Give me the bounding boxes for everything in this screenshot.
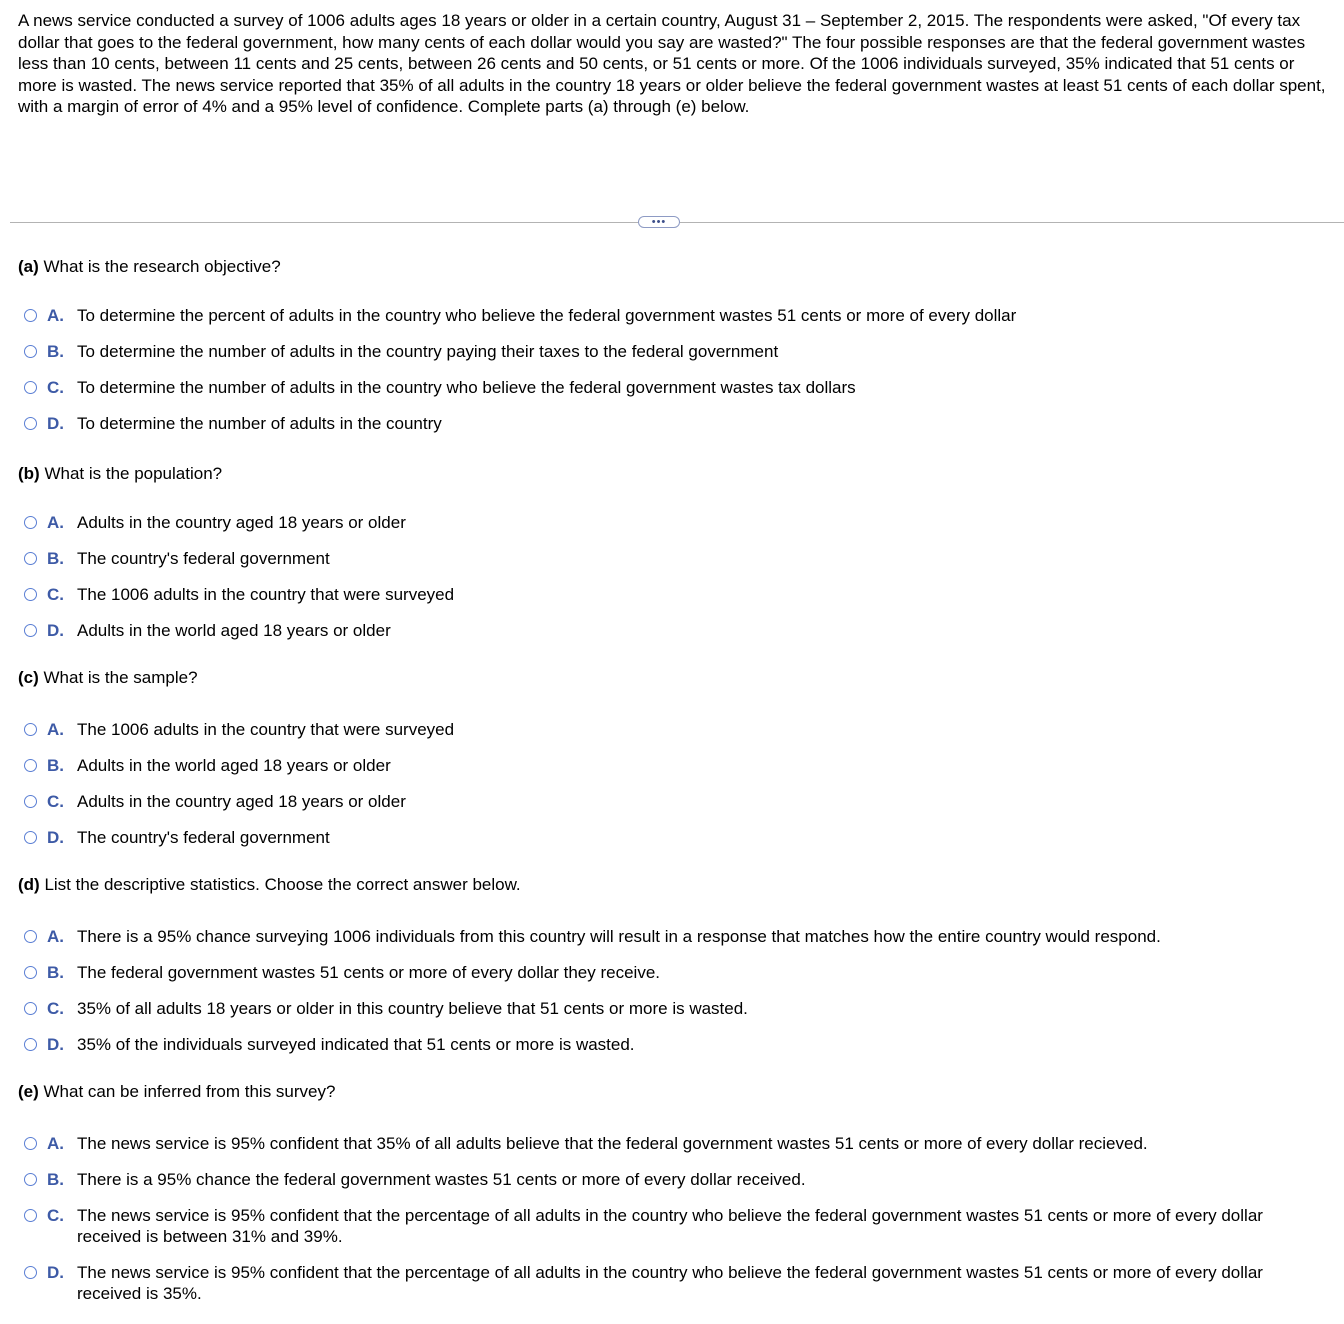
option-text: Adults in the country aged 18 years or older	[77, 792, 406, 811]
option-text: Adults in the world aged 18 years or older	[77, 756, 391, 775]
option-letter: D.	[47, 828, 64, 847]
option-a-B[interactable]	[24, 341, 1324, 362]
radio-button-icon[interactable]	[24, 1209, 37, 1222]
option-b-A[interactable]	[24, 512, 1324, 533]
option-text: The news service is 95% confident that the percentage of all adults in the country who believe the federal government wastes 51 cents or more of every dollar received is 35%.	[77, 1263, 1263, 1303]
option-c-D[interactable]	[24, 827, 1324, 848]
option-text: The country's federal government	[77, 549, 330, 568]
question-e-title	[18, 1081, 335, 1102]
question-text: What is the population?	[39, 464, 223, 483]
option-letter: C.	[47, 999, 64, 1018]
option-text: To determine the number of adults in the country who believe the federal government wastes tax dollars	[77, 378, 856, 397]
option-text: The country's federal government	[77, 828, 330, 847]
option-text: Adults in the world aged 18 years or older	[77, 621, 391, 640]
option-text: To determine the percent of adults in the country who believe the federal government wastes 51 cents or more of every dollar	[77, 306, 1017, 325]
question-label: (e)	[18, 1082, 39, 1101]
option-text: There is a 95% chance surveying 1006 individuals from this country will result in a response that matches how the entire country would respond.	[77, 927, 1161, 946]
radio-button-icon[interactable]	[24, 759, 37, 772]
option-e-B[interactable]	[24, 1169, 1324, 1190]
radio-button-icon[interactable]	[24, 795, 37, 808]
option-letter: A.	[47, 1134, 64, 1153]
question-d-title	[18, 874, 521, 895]
option-letter: D.	[47, 621, 64, 640]
option-letter: B.	[47, 1170, 64, 1189]
option-b-D[interactable]	[24, 620, 1324, 641]
question-label: (a)	[18, 257, 39, 276]
option-letter: A.	[47, 720, 64, 739]
option-letter: C.	[47, 378, 64, 397]
option-letter: B.	[47, 342, 64, 361]
question-label: (c)	[18, 668, 39, 687]
option-text: The 1006 adults in the country that were surveyed	[77, 585, 455, 604]
option-d-B[interactable]	[24, 962, 1324, 983]
option-letter: B.	[47, 549, 64, 568]
radio-button-icon[interactable]	[24, 1137, 37, 1150]
option-text: The news service is 95% confident that the percentage of all adults in the country who believe the federal government wastes 51 cents or more of every dollar received is between 31% and 39%.	[77, 1206, 1263, 1246]
radio-button-icon[interactable]	[24, 831, 37, 844]
option-text: The 1006 adults in the country that were surveyed	[77, 720, 455, 739]
option-text: There is a 95% chance the federal government wastes 51 cents or more of every dollar received.	[77, 1170, 806, 1189]
question-text: What can be inferred from this survey?	[38, 1082, 336, 1101]
option-c-C[interactable]	[24, 791, 1324, 812]
radio-button-icon[interactable]	[24, 345, 37, 358]
radio-button-icon[interactable]	[24, 417, 37, 430]
option-letter: B.	[47, 963, 64, 982]
option-letter: D.	[47, 414, 64, 433]
option-b-B[interactable]	[24, 548, 1324, 569]
radio-button-icon[interactable]	[24, 381, 37, 394]
option-letter: A.	[47, 927, 64, 946]
option-text: The federal government wastes 51 cents or more of every dollar they receive.	[77, 963, 661, 982]
option-e-A[interactable]	[24, 1133, 1324, 1154]
radio-button-icon[interactable]	[24, 1266, 37, 1279]
radio-button-icon[interactable]	[24, 309, 37, 322]
option-letter: C.	[47, 1206, 64, 1225]
radio-button-icon[interactable]	[24, 723, 37, 736]
option-a-C[interactable]	[24, 377, 1324, 398]
option-letter: C.	[47, 792, 64, 811]
option-d-A[interactable]	[24, 926, 1324, 947]
option-text: To determine the number of adults in the country	[77, 414, 442, 433]
radio-button-icon[interactable]	[24, 624, 37, 637]
option-c-B[interactable]	[24, 755, 1324, 776]
radio-button-icon[interactable]	[24, 552, 37, 565]
option-a-D[interactable]	[24, 413, 1324, 434]
option-text: 35% of all adults 18 years or older in this country believe that 51 cents or more is wasted.	[77, 999, 748, 1018]
problem-statement: A news service conducted a survey of 1006 adults ages 18 years or older in a certain country, August 31 – September 2, 2015. The respondents were asked, "Of every tax dollar that goes to the federal government, how many cents of each dollar would you say are wasted?" The four possible responses are that the federal government wastes less than 10 cents, between 11 cents and 25 cents, between 26 cents and 50 cents, or 51 cents or more. Of the 1006 individuals surveyed, 35% indicated that 51 cents or more is wasted. The news service reported that 35% of all adults in the country 18 years or older believe the federal government wastes at least 51 cents of each dollar spent, with a margin of error of 4% and a 95% level of confidence. Complete parts (a) through (e) below.	[18, 11, 1326, 117]
question-a-title	[18, 256, 281, 277]
question-c-title	[18, 667, 198, 688]
option-e-C[interactable]	[24, 1205, 1324, 1247]
question-label: (d)	[18, 875, 40, 894]
question-text: What is the sample?	[38, 668, 198, 687]
option-d-D[interactable]	[24, 1034, 1324, 1055]
option-b-C[interactable]	[24, 584, 1324, 605]
question-b-title	[18, 463, 222, 484]
radio-button-icon[interactable]	[24, 930, 37, 943]
option-a-A[interactable]	[24, 305, 1324, 326]
option-letter: D.	[47, 1263, 64, 1282]
option-d-C[interactable]	[24, 998, 1324, 1019]
option-c-A[interactable]	[24, 719, 1324, 740]
option-text: To determine the number of adults in the country paying their taxes to the federal government	[77, 342, 779, 361]
radio-button-icon[interactable]	[24, 966, 37, 979]
option-text: The news service is 95% confident that 35% of all adults believe that the federal government wastes 51 cents or more of every dollar recieved.	[77, 1134, 1148, 1153]
option-text: Adults in the country aged 18 years or older	[77, 513, 406, 532]
option-letter: B.	[47, 756, 64, 775]
radio-button-icon[interactable]	[24, 1173, 37, 1186]
radio-button-icon[interactable]	[24, 1002, 37, 1015]
option-letter: C.	[47, 585, 64, 604]
radio-button-icon[interactable]	[24, 516, 37, 529]
option-letter: D.	[47, 1035, 64, 1054]
show-more-button[interactable]: •••	[638, 216, 680, 228]
question-text: What is the research objective?	[38, 257, 281, 276]
question-text: List the descriptive statistics. Choose the correct answer below.	[39, 875, 521, 894]
option-letter: A.	[47, 513, 64, 532]
option-e-D[interactable]	[24, 1262, 1324, 1304]
question-label: (b)	[18, 464, 40, 483]
option-text: 35% of the individuals surveyed indicated that 51 cents or more is wasted.	[77, 1035, 635, 1054]
radio-button-icon[interactable]	[24, 1038, 37, 1051]
option-letter: A.	[47, 306, 64, 325]
radio-button-icon[interactable]	[24, 588, 37, 601]
